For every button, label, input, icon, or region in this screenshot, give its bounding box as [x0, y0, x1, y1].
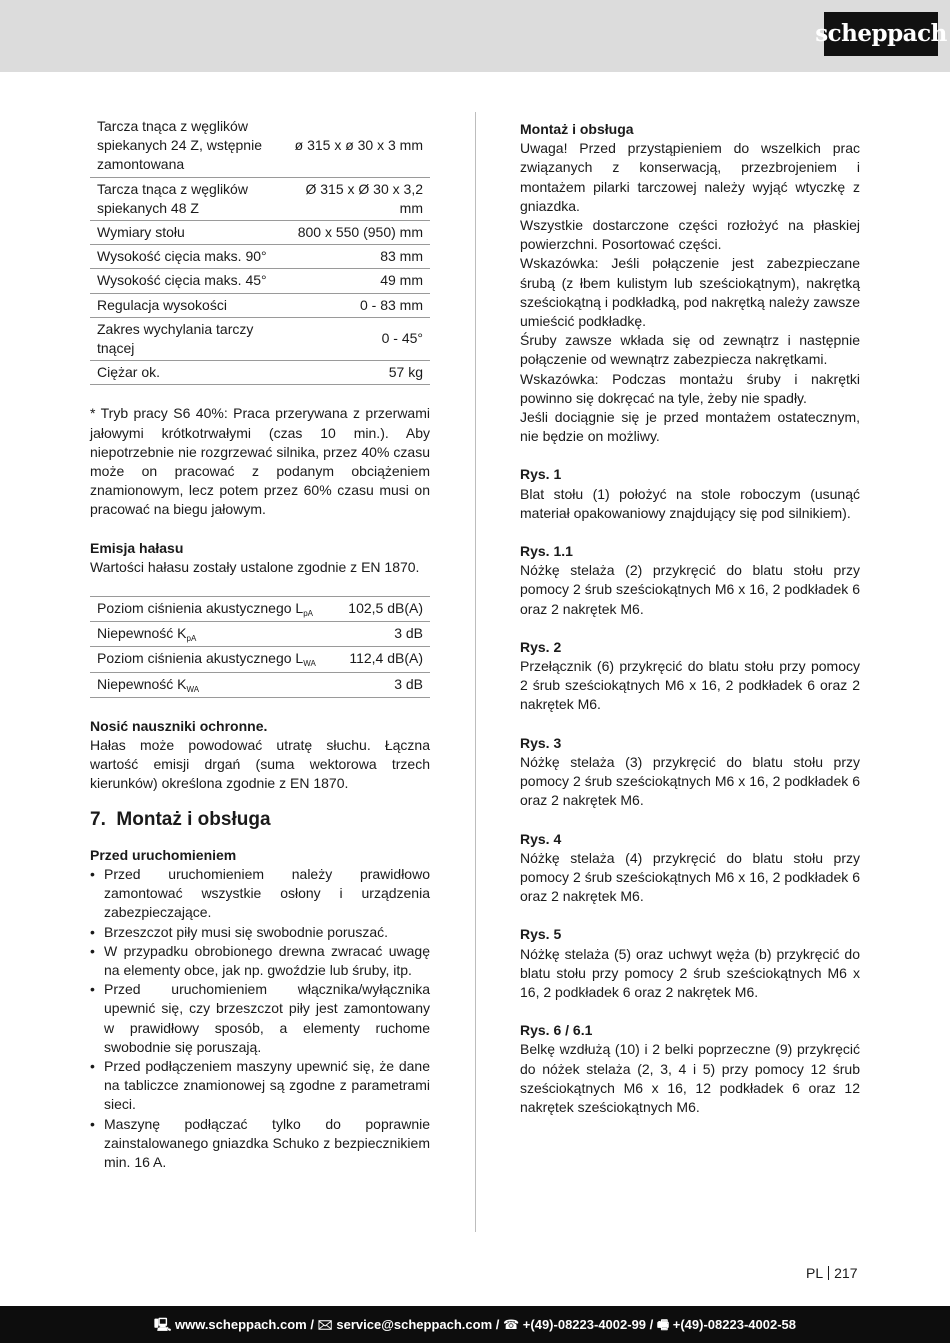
noise-label	[90, 622, 336, 647]
noise-table	[90, 596, 430, 698]
ear-text: Hałas może powodować utratę słuchu. Łączna wartość emisji drgań (suma wektorowa trzech kierunków) określona zgodnie z EN 1870.	[90, 737, 430, 792]
footer-website[interactable]: www.scheppach.com	[174, 1316, 307, 1332]
spec-label: Wysokość cięcia maks. 90°	[90, 245, 287, 269]
spec-value: 83 mm	[287, 245, 430, 269]
spacer	[520, 811, 860, 830]
email-icon: 🖂	[317, 1316, 337, 1332]
noise-label	[90, 672, 336, 697]
spec-table	[90, 114, 430, 385]
spec-label: Wymiary stołu	[90, 221, 287, 245]
spacer	[90, 832, 430, 846]
footer	[0, 1306, 950, 1343]
noise-label-sub: pA	[303, 609, 314, 619]
ear-heading: Nosić nauszniki ochronne.	[90, 717, 268, 734]
figure-text: Blat stołu (1) położyć na stole roboczym (usunąć materiał opakowaniowy znajdujący się pod silnikiem).	[520, 485, 860, 521]
spec-value: 0 - 45°	[287, 317, 430, 360]
table-row	[90, 221, 430, 245]
assembly-paragraph: Jeśli dociągnie się je przed montażem ostatecznym, nie będzie on możliwy.	[520, 409, 860, 445]
noise-label	[90, 647, 336, 672]
spacer	[90, 794, 430, 808]
spacer	[90, 520, 430, 539]
list-item: • Przed podłączeniem maszyny upewnić się, że dane na tabliczce znamionowej są zgodne z parametrami sieci.	[90, 1057, 430, 1115]
duty-note: * Tryb pracy S6 40%: Praca przerywana z przerwami jałowymi krótkotrwałymi (czas 10 min.). Aby niepotrzebnie nie rozgrzewać silnika, przez 40% czasu może on pracować z podanym obciążeniem znamionowym, lecz potem przez 60% czasu musi on pracować na biegu jałowym.	[90, 405, 430, 518]
figure-text: Nóżkę stelaża (5) oraz uchwyt węża (b) przykręcić do blatu stołu przy pomocy 2 śrub sześciokątnych M6 x 16, 2 podkładek 6 oraz 2 nakrętek M6.	[520, 945, 860, 1000]
spec-value: 800 x 550 (950) mm	[287, 221, 430, 245]
figure-title: Rys. 4	[520, 830, 562, 847]
noise-label	[90, 597, 336, 622]
right-column	[520, 120, 860, 1117]
column-divider	[475, 112, 476, 1232]
noise-label-sub: WA	[303, 659, 316, 669]
scheppach-logo: scheppach	[824, 12, 938, 56]
list-item: • Brzeszczot piły musi się swobodnie poruszać.	[90, 923, 430, 942]
footer-phone: +(49)-08223-4002-99	[522, 1316, 647, 1332]
fax-icon: 🖷	[656, 1316, 673, 1332]
spec-label: Zakres wychylania tarczy tnącej	[90, 317, 287, 360]
noise-value: 112,4 dB(A)	[336, 647, 430, 672]
footer-fax: +(49)-08223-4002-58	[672, 1316, 796, 1332]
table-row	[90, 622, 430, 647]
page-number	[806, 1264, 857, 1283]
assembly-paragraph: Wszystkie dostarczone części rozłożyć na płaskiej powierzchni. Posortować części.	[520, 217, 860, 253]
spacer	[520, 523, 860, 542]
list-item: • Przed uruchomieniem włącznika/wyłącznika upewnić się, czy brzeszczot piły jest zamontowany w prawidłowy sposób, a elementy ruchome swobodnie się poruszają.	[90, 980, 430, 1057]
noise-value: 3 dB	[336, 672, 430, 697]
section-title: 7. Montaż i obsługa	[90, 808, 271, 830]
noise-label-text: Poziom ciśnienia akustycznego L	[97, 600, 304, 617]
table-row	[90, 293, 430, 317]
spec-label: Ciężar ok.	[90, 361, 287, 385]
figure-title: Rys. 2	[520, 638, 562, 655]
assembly-heading: Montaż i obsługa	[520, 121, 634, 137]
before-start-list	[90, 865, 430, 1172]
figure-text: Nóżkę stelaża (2) przykręcić do blatu stołu przy pomocy 2 śrub sześciokątnych M6 x 16, 2 podkładek 6 oraz 2 nakrętek M6.	[520, 562, 860, 617]
page-language: PL	[806, 1265, 824, 1281]
table-row	[90, 114, 430, 177]
spacer	[520, 446, 860, 465]
spec-value: 0 - 83 mm	[287, 293, 430, 317]
figure-text: Przełącznik (6) przykręcić do blatu stołu przy pomocy 2 śrub sześciokątnych M6 x 16, 2 podkładek 6 oraz 2 nakrętek M6.	[520, 658, 860, 713]
header-band	[0, 0, 950, 72]
noise-label-sub: pA	[186, 634, 197, 644]
noise-value: 102,5 dB(A)	[336, 597, 430, 622]
noise-text: Wartości hałasu zostały ustalone zgodnie z EN 1870.	[90, 558, 420, 575]
spacer	[90, 698, 430, 717]
before-start-heading: Przed uruchomieniem	[90, 846, 237, 863]
table-row	[90, 647, 430, 672]
noise-label-text: Niepewność K	[97, 625, 187, 642]
spacer	[520, 1002, 860, 1021]
table-row	[90, 672, 430, 697]
noise-heading: Emisja hałasu	[90, 539, 184, 556]
assembly-paragraph: Wskazówka: Jeśli połączenie jest zabezpieczane śrubą (z łbem kulistym lub sześciokątnym), nakrętką sześciokątną i podkładką, pod nakrętką należy zawsze umieścić podkładkę.	[520, 255, 860, 330]
spacer	[90, 385, 430, 404]
table-row	[90, 177, 430, 220]
phone-icon: ☎	[502, 1316, 523, 1332]
figure-text: Nóżkę stelaża (4) przykręcić do blatu stołu przy pomocy 2 śrub sześciokątnych M6 x 16, 2 podkładek 6 oraz 2 nakrętek M6.	[520, 849, 860, 905]
table-row	[90, 317, 430, 360]
figure-title: Rys. 5	[520, 926, 562, 943]
noise-value: 3 dB	[336, 622, 430, 647]
figure-title: Rys. 3	[520, 734, 562, 751]
footer-separator: /	[492, 1316, 503, 1332]
spec-value: 49 mm	[287, 269, 430, 293]
figure-title: Rys. 1.1	[520, 543, 573, 560]
assembly-paragraph: Wskazówka: Podczas montażu śruby i nakrętki powinno się dokręcać na tyle, żeby nie spadły.	[520, 370, 860, 406]
table-row	[90, 245, 430, 269]
table-row	[90, 269, 430, 293]
noise-label-text: Poziom ciśnienia akustycznego L	[97, 650, 304, 667]
footer-separator: /	[306, 1316, 318, 1332]
list-item: • W przypadku obrobionego drewna zwracać uwagę na elementy obce, jak np. gwoździe lub śruby, itp.	[90, 942, 430, 980]
spec-label: Regulacja wysokości	[90, 293, 287, 317]
noise-label-sub: WA	[186, 684, 200, 694]
spec-label: Tarcza tnąca z węglików spiekanych 48 Z	[90, 177, 287, 220]
list-item: • Przed uruchomieniem należy prawidłowo zamontować wszystkie osłony i urządzenia zabezpieczające.	[90, 865, 430, 923]
table-row	[90, 361, 430, 385]
spacer	[520, 715, 860, 734]
spec-label: Tarcza tnąca z węglików spiekanych 24 Z, wstępnie zamontowana	[90, 114, 287, 177]
spacer	[90, 577, 430, 596]
left-column	[90, 114, 430, 1172]
spec-value: ø 315 x ø 30 x 3 mm	[287, 114, 430, 177]
table-row	[90, 597, 430, 622]
spacer	[520, 906, 860, 925]
footer-separator: /	[646, 1316, 657, 1332]
footer-email[interactable]: service@scheppach.com	[336, 1316, 493, 1332]
computer-icon: 🖳	[154, 1316, 175, 1332]
page-number-value: 217	[834, 1265, 858, 1281]
figure-text: Belkę wzdłużą (10) i 2 belki poprzeczne (9) przykręcić do nóżek stelaża (2, 3, 4 i 5) przy pomocy 12 śrub sześciokątnych M6 x 16, 12 podkładek 6 oraz 12 nakrętek sześciokątnych M6.	[520, 1041, 860, 1115]
spec-value: Ø 315 x Ø 30 x 3,2 mm	[287, 177, 430, 220]
spec-label: Wysokość cięcia maks. 45°	[90, 269, 287, 293]
figure-title: Rys. 1	[520, 466, 562, 483]
spec-value: 57 kg	[287, 361, 430, 385]
assembly-paragraph: Śruby zawsze wkłada się od zewnątrz i następnie połączenie od wewnątrz zabezpiecza nakrętkami.	[520, 332, 860, 368]
assembly-paragraph: Uwaga! Przed przystąpieniem do wszelkich prac związanych z konserwacją, przezbrojeniem i montażem pilarki tarczowej należy wyjąć wtyczkę z gniazdka.	[520, 140, 860, 214]
figure-title: Rys. 6 / 6.1	[520, 1022, 593, 1039]
list-item: • Maszynę podłączać tylko do poprawnie zainstalowanego gniazdka Schuko z bezpiecznikiem min. 16 A.	[90, 1115, 430, 1173]
page-number-separator	[828, 1266, 829, 1280]
figure-text: Nóżkę stelaża (3) przykręcić do blatu stołu przy pomocy 2 śrub sześciokątnych M6 x 16, 2 podkładek 6 oraz 2 nakrętek M6.	[520, 753, 860, 809]
spacer	[520, 619, 860, 638]
noise-label-text: Niepewność K	[97, 675, 187, 692]
